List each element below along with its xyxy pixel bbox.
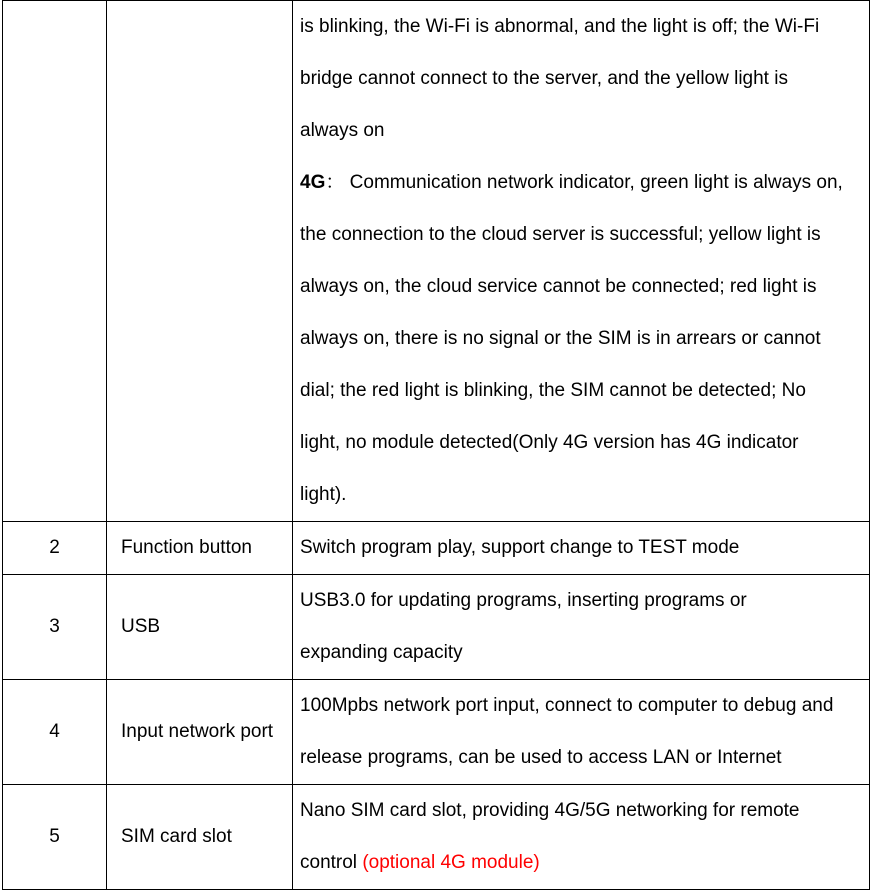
- description-paragraph: [300, 575, 863, 679]
- description-line: is blinking, the Wi-Fi is abnormal, and the light is off; the Wi-Fi: [300, 16, 820, 37]
- description-paragraph: [300, 680, 863, 784]
- description-line: always on, there is no signal or the SIM is in arrears or cannot: [300, 328, 821, 349]
- row-description-cell: [293, 785, 870, 890]
- table-row: [3, 680, 870, 785]
- description-line: light).: [300, 484, 347, 505]
- description-line: the connection to the cloud server is successful; yellow light is: [300, 224, 821, 245]
- specification-table: [2, 0, 870, 890]
- description-line: always on, the cloud service cannot be connected; red light is: [300, 276, 817, 297]
- description-line: release programs, can be used to access LAN or Internet: [300, 747, 782, 768]
- row-name-cell: SIM card slot: [107, 785, 293, 890]
- row-description-cell: [293, 575, 870, 680]
- description-line: Switch program play, support change to TEST mode: [300, 537, 740, 558]
- description-paragraph: [300, 1, 863, 157]
- description-paragraph: [300, 785, 863, 889]
- description-line: control: [300, 852, 363, 873]
- description-line: USB3.0 for updating programs, inserting programs or: [300, 590, 747, 611]
- optional-module-note: (optional 4G module): [362, 852, 540, 873]
- row-number-cell: 5: [3, 785, 107, 890]
- table-body: [3, 1, 870, 890]
- row-name-cell: Function button: [107, 522, 293, 575]
- description-line: expanding capacity: [300, 642, 463, 663]
- row-number-cell: 3: [3, 575, 107, 680]
- table-row: [3, 575, 870, 680]
- row-description-cell: [293, 522, 870, 575]
- table-row: [3, 1, 870, 522]
- description-line: light, no module detected(Only 4G version has 4G indicator: [300, 432, 799, 453]
- description-line: 100Mpbs network port input, connect to computer to debug and: [300, 695, 834, 716]
- table-row: [3, 522, 870, 575]
- description-line: dial; the red light is blinking, the SIM cannot be detected; No: [300, 380, 806, 401]
- description-paragraph: [300, 157, 863, 521]
- row-description-cell: [293, 1, 870, 522]
- row-name-cell: USB: [107, 575, 293, 680]
- paragraph-label: 4G: [300, 172, 326, 193]
- description-line: Communication network indicator, green light is always on,: [349, 172, 843, 193]
- row-number-cell: 2: [3, 522, 107, 575]
- description-line: Nano SIM card slot, providing 4G/5G networking for remote: [300, 800, 800, 821]
- description-line: always on: [300, 120, 385, 141]
- row-name-cell: [107, 1, 293, 522]
- description-line: bridge cannot connect to the server, and the yellow light is: [300, 68, 788, 89]
- row-number-cell: 4: [3, 680, 107, 785]
- row-description-cell: [293, 680, 870, 785]
- description-paragraph: [300, 522, 863, 574]
- table-row: [3, 785, 870, 890]
- row-number-cell: [3, 1, 107, 522]
- row-name-cell: Input network port: [107, 680, 293, 785]
- paragraph-label-separator: ：: [325, 172, 345, 193]
